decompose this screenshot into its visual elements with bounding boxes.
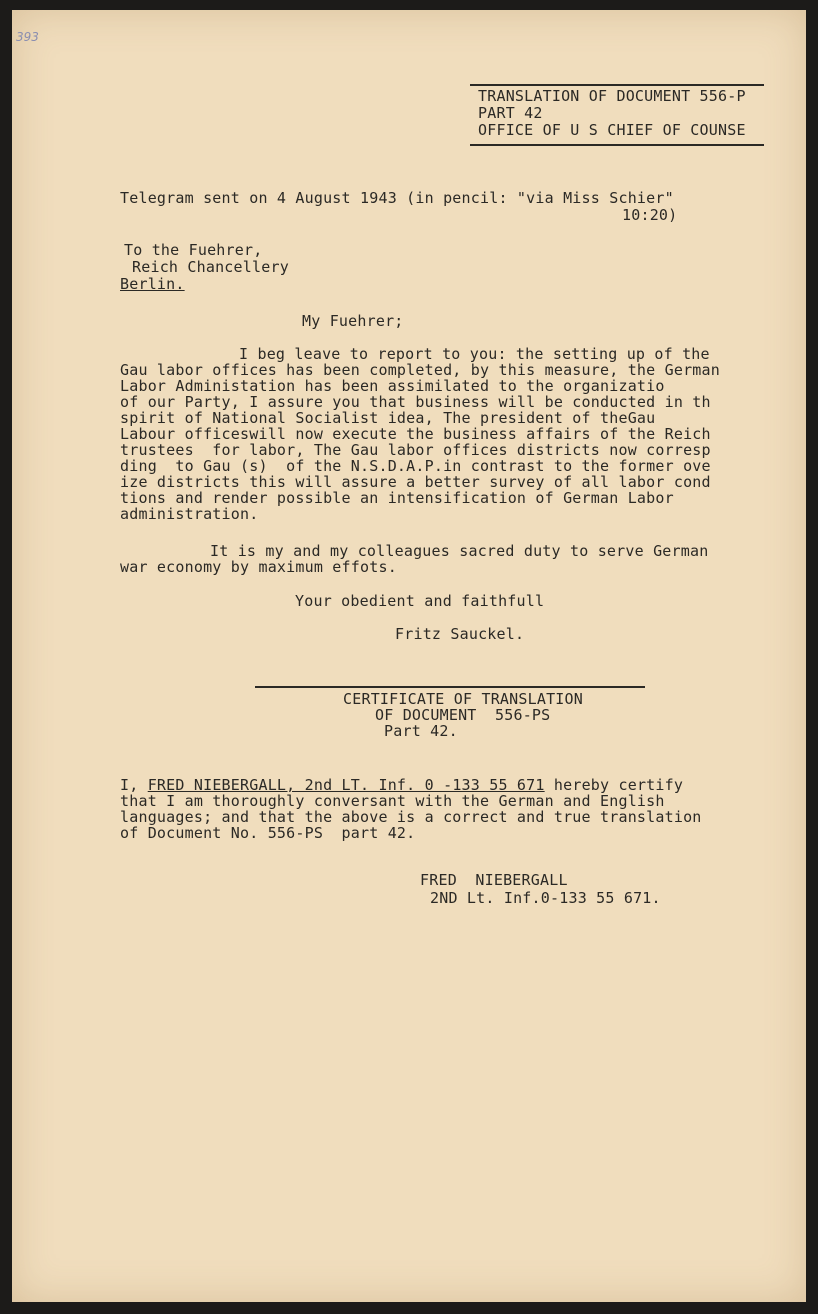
certificate-line-3: languages; and that the above is a correct and true translation <box>120 808 702 826</box>
body-line: of our Party, I assure you that business will be conducted in th <box>120 393 711 411</box>
body-line: tions and render possible an intensification of German Labor <box>120 489 674 507</box>
certificate-heading-3: Part 42. <box>384 722 458 740</box>
body-line: ize districts this will assure a better survey of all labor cond <box>120 473 711 491</box>
document-page <box>12 10 806 1302</box>
header-line-1: TRANSLATION OF DOCUMENT 556-P <box>478 87 746 105</box>
header-line-2: PART 42 <box>478 104 543 122</box>
certifier-name-inline: FRED NIEBERGALL, 2nd LT. Inf. 0 -133 55 671 <box>147 776 545 794</box>
body-line: trustees for labor, The Gau labor offices districts now corresp <box>120 441 711 459</box>
certificate-rule <box>255 686 645 688</box>
valediction: Your obedient and faithfull <box>295 592 545 610</box>
certifier-name: FRED NIEBERGALL <box>420 871 568 889</box>
header-top-rule <box>470 84 764 86</box>
certificate-line-4: of Document No. 556-PS part 42. <box>120 824 416 842</box>
telegram-line: Telegram sent on 4 August 1943 (in pencil: "via Miss Schier" <box>120 189 674 207</box>
certificate-heading-2: OF DOCUMENT 556-PS <box>375 706 551 724</box>
closing-line: war economy by maximum effots. <box>120 558 397 576</box>
signature: Fritz Sauckel. <box>395 625 525 643</box>
body-line: Labor Administation has been assimilated to the organizatio <box>120 377 665 395</box>
body-line: I beg leave to report to you: the setting up of the <box>239 345 710 363</box>
header-line-3: OFFICE OF U S CHIEF OF COUNSE <box>478 121 746 139</box>
salutation: My Fuehrer; <box>302 312 404 330</box>
body-line: administration. <box>120 505 259 523</box>
certificate-line-2: that I am thoroughly conversant with the German and English <box>120 792 665 810</box>
certificate-line-1-rest: hereby certify <box>544 776 684 794</box>
address-line-1: To the Fuehrer, <box>124 241 263 259</box>
body-line: Labour officeswill now execute the business affairs of the Reich <box>120 425 711 443</box>
address-line-3: Berlin. <box>120 275 185 293</box>
body-line: Gau labor offices has been completed, by this measure, the German <box>120 361 720 379</box>
certifier-rank: 2ND Lt. Inf.0-133 55 671. <box>430 889 661 907</box>
certificate-prefix: I, <box>120 776 148 794</box>
header-bottom-rule <box>470 144 764 146</box>
telegram-time: 10:20) <box>622 206 678 224</box>
body-line: ding to Gau (s) of the N.S.D.A.P.in contrast to the former ove <box>120 457 711 475</box>
closing-line: It is my and my colleagues sacred duty to serve German <box>210 542 709 560</box>
certificate-heading-1: CERTIFICATE OF TRANSLATION <box>343 690 583 708</box>
margin-pencil-note: 393 <box>16 30 39 44</box>
address-line-2: Reich Chancellery <box>132 258 289 276</box>
body-line: spirit of National Socialist idea, The president of theGau <box>120 409 656 427</box>
